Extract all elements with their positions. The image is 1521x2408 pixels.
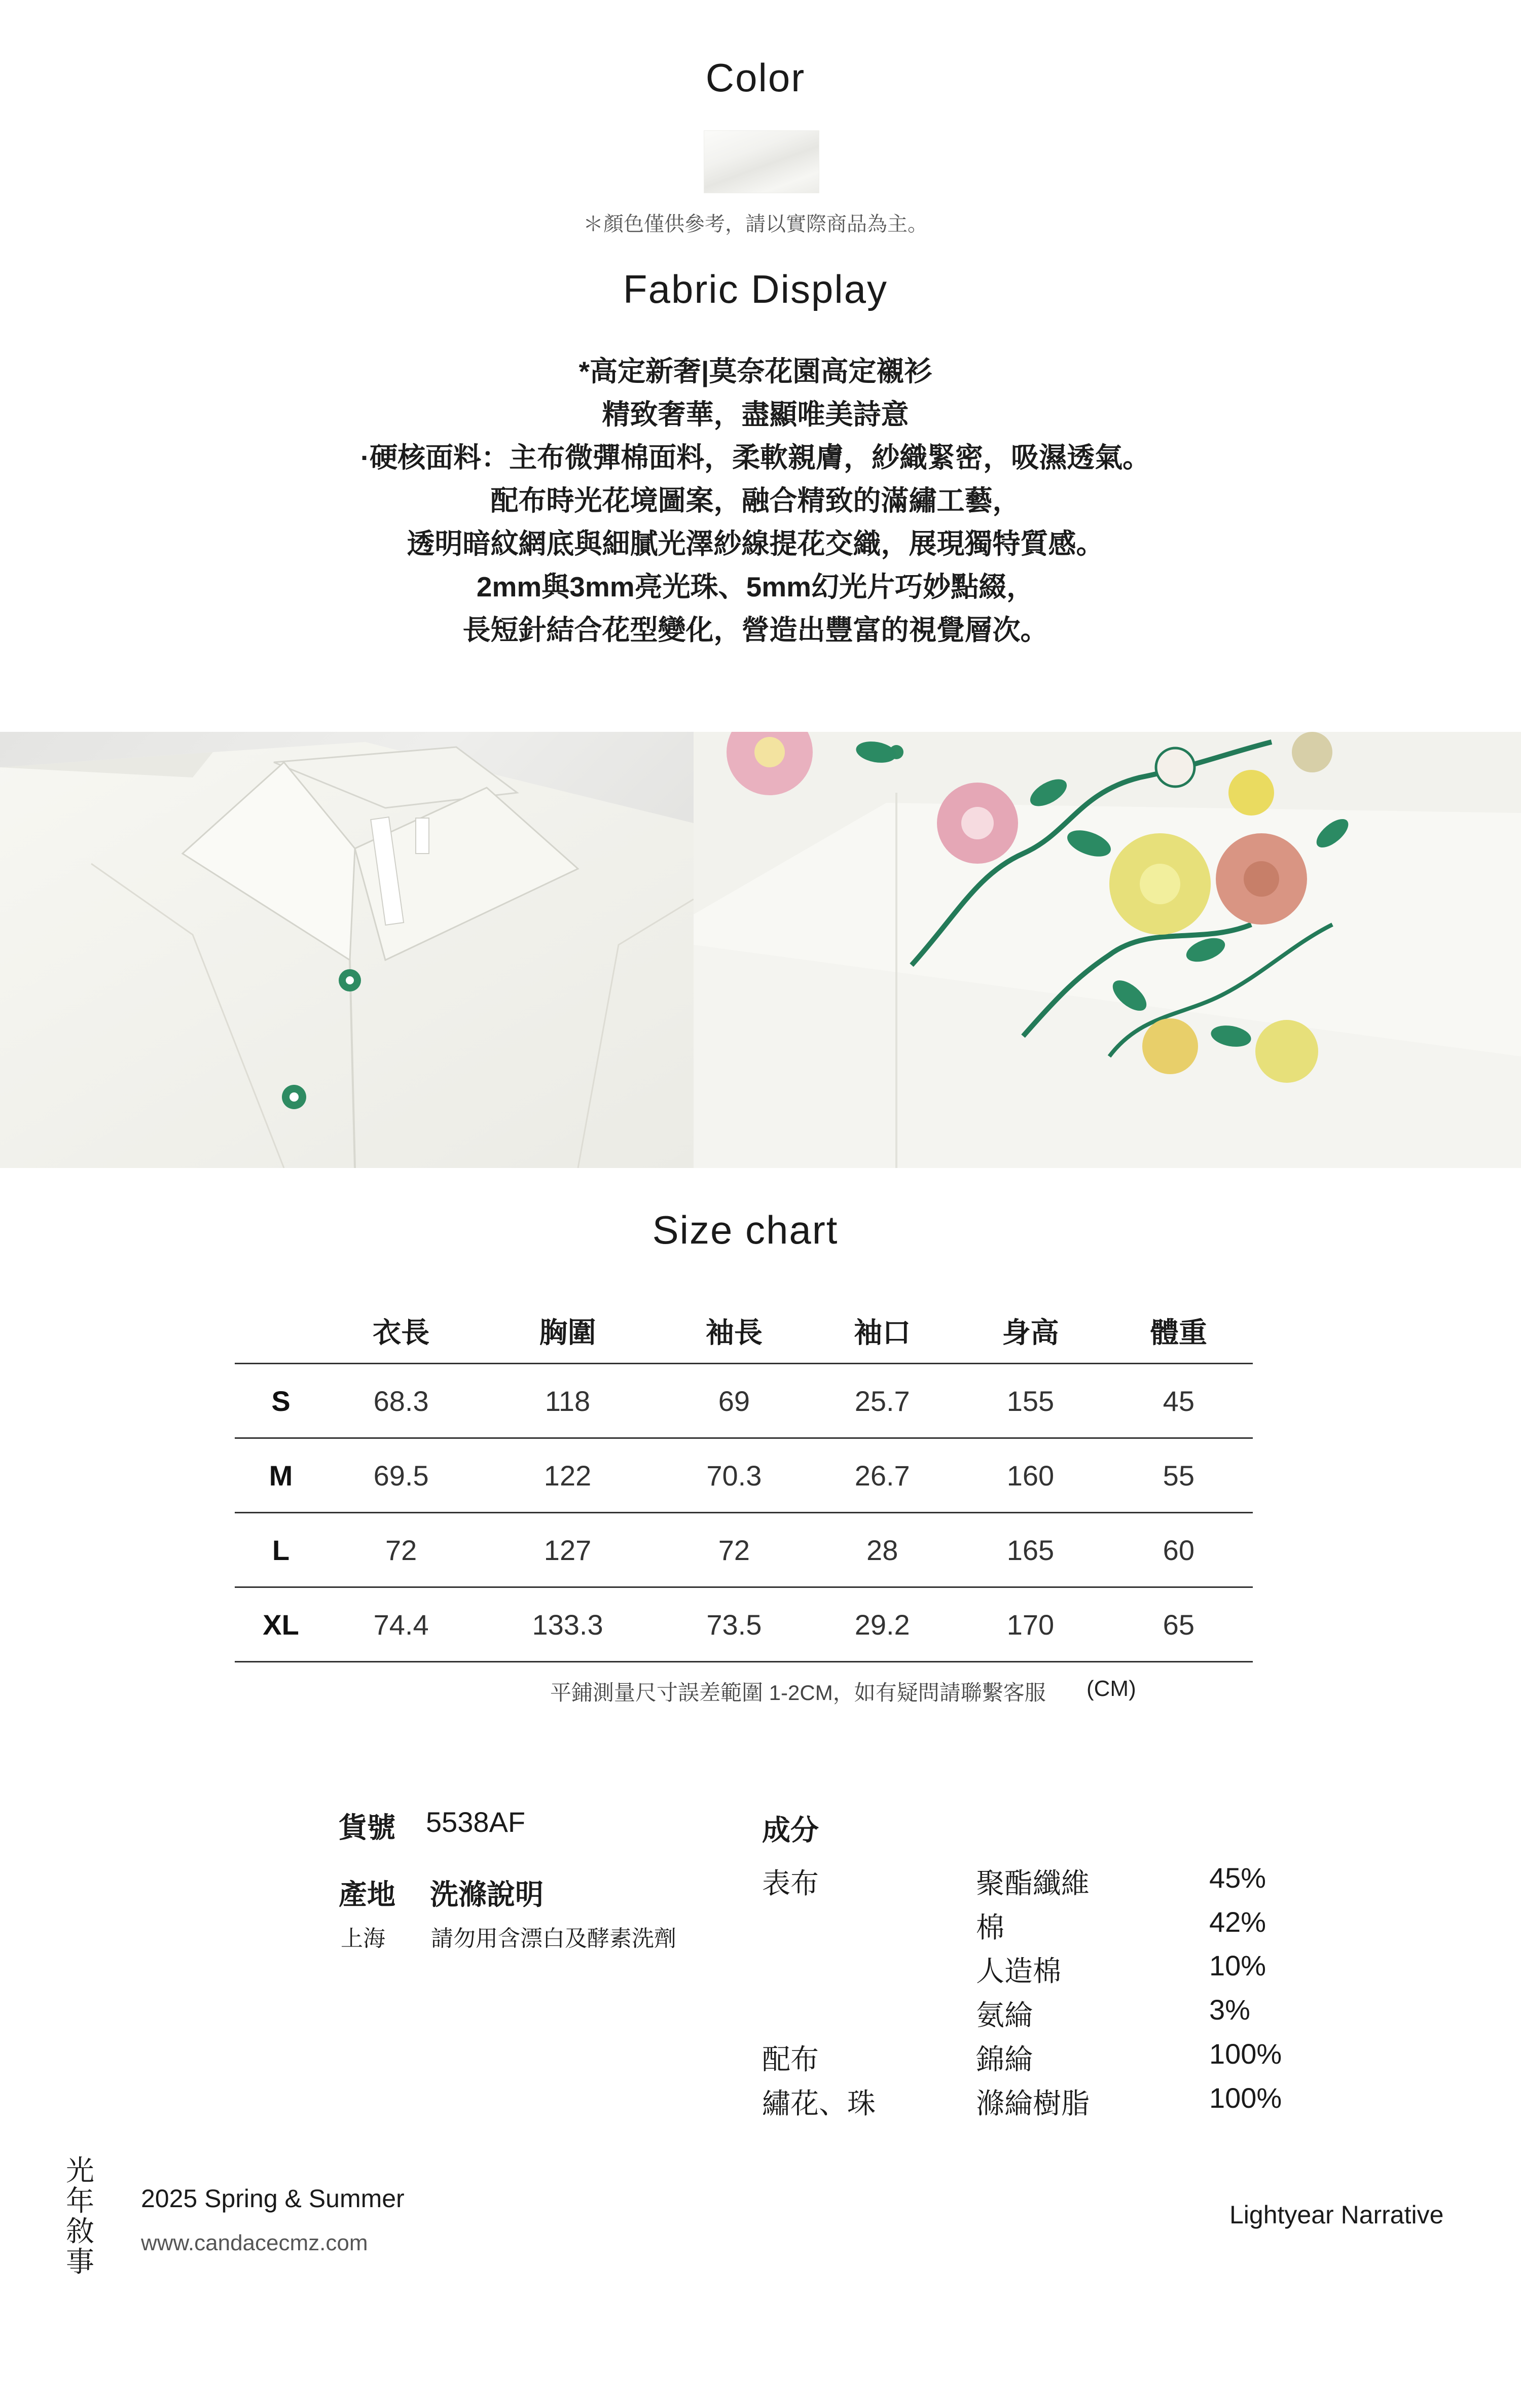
composition-percent: 45% <box>1209 1862 1266 1894</box>
wash-label: 洗滌說明 <box>430 1879 544 1910</box>
table-row <box>235 1513 1253 1587</box>
composition-percent: 100% <box>1209 2082 1282 2114</box>
brand-vertical-logo <box>65 2155 95 2277</box>
table-cell: 72 <box>327 1513 475 1587</box>
table-cell: 68.3 <box>327 1364 475 1438</box>
composition-material: 氨綸 <box>976 1999 1033 2031</box>
col-chest: 胸圍 <box>539 1316 596 1349</box>
size-table <box>235 1298 1253 1662</box>
item-no-value: 5538AF <box>426 1806 526 1838</box>
table-cell: 170 <box>956 1587 1104 1662</box>
composition-part: 繡花、珠 <box>762 2087 876 2119</box>
col-cuff: 袖口 <box>854 1316 911 1349</box>
table-cell: 69 <box>660 1364 808 1438</box>
table-row <box>235 1438 1253 1513</box>
origin-label: 產地 <box>339 1879 395 1910</box>
composition-percent: 100% <box>1209 2038 1282 2070</box>
composition-label: 成分 <box>762 1814 819 1846</box>
fabric-line: ·硬核面料：主布微彈棉面料，柔軟親膚，紗織緊密，吸濕透氣。 <box>360 442 1151 473</box>
composition-percent: 3% <box>1209 1994 1250 2026</box>
table-cell: 25.7 <box>808 1364 956 1438</box>
fabric-line: 配布時光花境圖案，融合精致的滿繡工藝， <box>490 485 1021 516</box>
table-cell: 122 <box>475 1438 660 1513</box>
table-cell: 69.5 <box>327 1438 475 1513</box>
composition-part: 表布 <box>762 1867 819 1899</box>
col-weight: 體重 <box>1150 1316 1207 1349</box>
table-cell: 74.4 <box>327 1587 475 1662</box>
origin-value: 上海 <box>341 1926 385 1951</box>
table-cell: 118 <box>475 1364 660 1438</box>
col-sleeve: 袖長 <box>705 1316 763 1349</box>
composition-material: 人造棉 <box>976 1955 1061 1987</box>
embroidery-illustration <box>694 732 1521 1168</box>
composition-material: 棉 <box>976 1911 1004 1943</box>
composition-material: 錦綸 <box>976 2043 1033 2075</box>
color-section-title: Color <box>705 55 806 100</box>
size-label: M <box>235 1438 327 1513</box>
collar-detail-photo <box>0 732 694 1168</box>
composition-percent: 10% <box>1209 1950 1266 1981</box>
composition-material: 聚酯纖維 <box>976 1867 1090 1899</box>
season-label: 2025 Spring & Summer <box>141 2184 405 2213</box>
table-cell: 60 <box>1105 1513 1253 1587</box>
brand-char: 事 <box>66 2246 94 2278</box>
fabric-description <box>0 350 1511 652</box>
table-row <box>235 1587 1253 1662</box>
table-cell: 26.7 <box>808 1438 956 1513</box>
embroidery-detail-photo <box>694 732 1521 1168</box>
composition-percent: 42% <box>1209 1906 1266 1938</box>
size-measurement-note: 平鋪測量尺寸誤差範圍 1-2CM，如有疑問請聯繫客服 <box>550 1681 1046 1705</box>
brand-tagline: Lightyear Narrative <box>1229 2201 1444 2229</box>
fabric-line: 2mm與3mm亮光珠、5mm幻光片巧妙點綴， <box>476 571 1035 603</box>
website-link[interactable]: www.candacecmz.com <box>141 2230 368 2255</box>
collar-illustration <box>0 732 694 1168</box>
table-cell: 133.3 <box>475 1587 660 1662</box>
brand-char: 光 <box>66 2154 94 2186</box>
fabric-section-title: Fabric Display <box>623 267 888 311</box>
wash-value: 請勿用含漂白及酵素洗劑 <box>431 1926 676 1951</box>
size-col-header <box>235 1298 327 1364</box>
table-cell: 155 <box>956 1364 1104 1438</box>
col-height: 身高 <box>1002 1316 1059 1349</box>
size-unit: (CM) <box>1087 1676 1136 1701</box>
size-table-header <box>235 1298 1253 1364</box>
fabric-line: 長短針結合花型變化，營造出豐富的視覺層次。 <box>462 614 1048 646</box>
item-no-label: 貨號 <box>339 1812 395 1844</box>
composition-part: 配布 <box>762 2043 819 2075</box>
size-chart-title: Size chart <box>652 1208 839 1252</box>
table-cell: 65 <box>1105 1587 1253 1662</box>
color-swatch[interactable] <box>704 130 819 193</box>
table-cell: 72 <box>660 1513 808 1587</box>
fabric-line: 透明暗紋網底與細膩光澤紗線提花交織，展現獨特質感。 <box>407 528 1104 559</box>
composition-material: 滌綸樹脂 <box>976 2087 1090 2119</box>
fabric-line: *高定新奢|莫奈花園高定襯衫 <box>578 356 932 387</box>
table-cell: 165 <box>956 1513 1104 1587</box>
table-cell: 70.3 <box>660 1438 808 1513</box>
table-cell: 160 <box>956 1438 1104 1513</box>
fabric-line: 精致奢華，盡顯唯美詩意 <box>602 399 909 430</box>
table-cell: 45 <box>1105 1364 1253 1438</box>
table-cell: 28 <box>808 1513 956 1587</box>
table-cell: 73.5 <box>660 1587 808 1662</box>
table-cell: 55 <box>1105 1438 1253 1513</box>
color-disclaimer: ＊顏色僅供參考，請以實際商品為主。 <box>583 213 928 235</box>
table-row <box>235 1364 1253 1438</box>
size-label: S <box>235 1364 327 1438</box>
table-cell: 29.2 <box>808 1587 956 1662</box>
size-label: L <box>235 1513 327 1587</box>
size-label: XL <box>235 1587 327 1662</box>
col-length: 衣長 <box>373 1316 430 1349</box>
brand-char: 敘 <box>66 2215 94 2247</box>
brand-char: 年 <box>66 2185 94 2217</box>
table-cell: 127 <box>475 1513 660 1587</box>
